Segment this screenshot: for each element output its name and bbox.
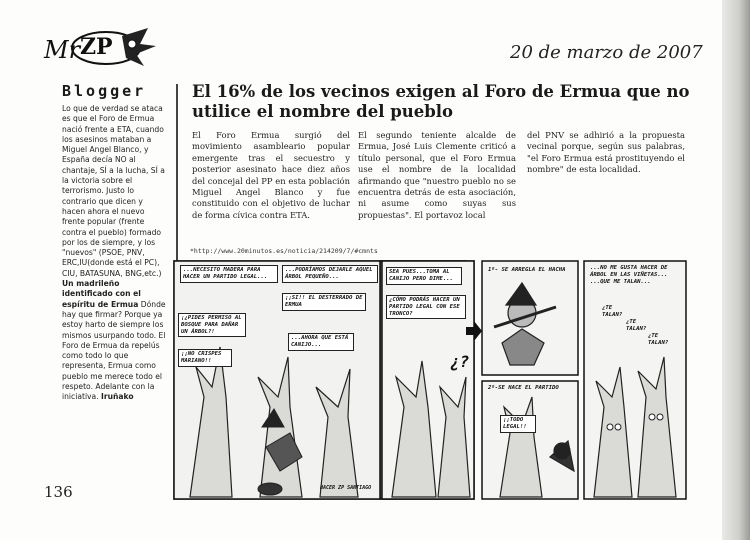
comic-bubble-15: ¿TE TALAN? — [648, 333, 669, 346]
logo-text: ZP — [80, 34, 113, 60]
sidebar-signature: Iruñako — [101, 392, 134, 402]
page-gutter — [722, 0, 750, 540]
sidebar-bold-phrase: Un madrileño identificado con el espíritu de Ermua — [62, 279, 141, 309]
comic-strip — [170, 257, 690, 503]
article-column-3: del PNV se adhirió a la propuesta vecinal porque, según sus palabras, "el Foro Ermua está prostituyendo el nombre" de esta localidad. — [527, 130, 685, 175]
comic-signature: HACER ZP SANTIAGO — [320, 485, 372, 491]
comic-drawing — [170, 257, 690, 503]
comic-bubble-2: ¡¿PIDES PERMISO AL BOSQUE PARA DAÑAR UN ÁRBOL?! — [178, 313, 246, 337]
sidebar-text-part-1: Lo que de verdad se ataca es que el Foro de Ermua nació frente a ETA, cuando los asesinos mataban a Miguel Angel Blanco, y España decía NO al chantaje, SÍ a la lucha, SÍ a la victoria sobre el terrorismo. Justo lo contrario que dicen y hacen ahora el nuevo frente popular (frente contra el pueblo) formado por los de siempre, y los "nuevos" (PSOE, PNV, ERC,IU(donde está el PC), CIU, BATASUNA, BNG,etc.) — [62, 104, 165, 278]
comic-caption-1: 1º- SE ARREGLA EL HACHA — [488, 267, 566, 273]
comic-bubble-5: ¡¡SI!! EL DESTERRADO DE ERMUA — [282, 293, 366, 311]
comic-bubble-6: ...AHORA QUE ESTÁ CANIJO... — [288, 333, 354, 351]
comic-bubble-8: ¿CÓMO PODRÁS HACER UN PARTIDO LEGAL CON ESE TRONCO? — [386, 295, 466, 319]
comic-caption-2: 2º-SE HACE EL PARTIDO — [488, 385, 559, 391]
sidebar-text-part-2: Dónde hay que firmar? Porque ya estoy harto de siempre los mismos usurpando todo. El Foro de Ermua da repelús como todo lo que representa, Ermua como pueblo me merece todo el respeto. Adelante con la iniciativa. — [62, 299, 166, 402]
article-column-1: El Foro Ermua surgió del movimiento asambleario popular emergente tras el secuestro y posterior asesinato hace diez años del concejal del PP en esta población Miguel Angel Blanco y fue constituido con el objetivo de luchar de forma cívica contra ETA. — [192, 130, 350, 220]
comic-bubble-7: SEA PUES...TOMA AL CANIJO PERO DIME... — [386, 267, 462, 285]
logo — [44, 22, 162, 74]
comic-bubble-11: ¡¡TODO LEGAL!! — [500, 415, 536, 433]
sidebar-comment — [62, 104, 168, 403]
source-url: *http://www.20minutos.es/noticia/214209/7/#cmnts — [190, 247, 378, 255]
publication-date: 20 de marzo de 2007 — [510, 42, 703, 63]
comic-bubble-1: ...NECESITO MADERA PARA HACER UN PARTIDO LEGAL... — [180, 265, 278, 283]
comic-bubble-13: ¿TE TALAN? — [602, 305, 623, 318]
comic-bubble-12: ...NO ME GUSTA HACER DE ÁRBOL EN LAS VIÑETAS... ...QUE ME TALAN... — [590, 265, 668, 285]
comic-bubble-14: ¿TE TALAN? — [626, 319, 647, 332]
article-headline: El 16% de los vecinos exigen al Foro de Ermua que no utilice el nombre del pueblo — [192, 82, 690, 121]
question-mark: ¿? — [450, 352, 470, 371]
page-number: 136 — [44, 483, 73, 501]
comic-bubble-3: ¡¡NO CRISPES MARIANO!! — [178, 349, 232, 367]
sidebar — [62, 82, 168, 403]
sidebar-title: Blogger — [62, 82, 147, 100]
logo-prefix: Mr — [44, 36, 81, 64]
article-column-2: El segundo teniente alcalde de Ermua, José Luis Clemente criticó a título personal, que el Foro Ermua use el nombre de la localidad afirmando que "nuestro pueblo no se encuentra detrás de esta asociación, ni asume como suyas sus propuestas". El portavoz local — [358, 130, 516, 220]
comic-bubble-4: ...PODRÍAMOS DEJARLE AQUEL ÁRBOL PEQUEÑO... — [282, 265, 378, 283]
